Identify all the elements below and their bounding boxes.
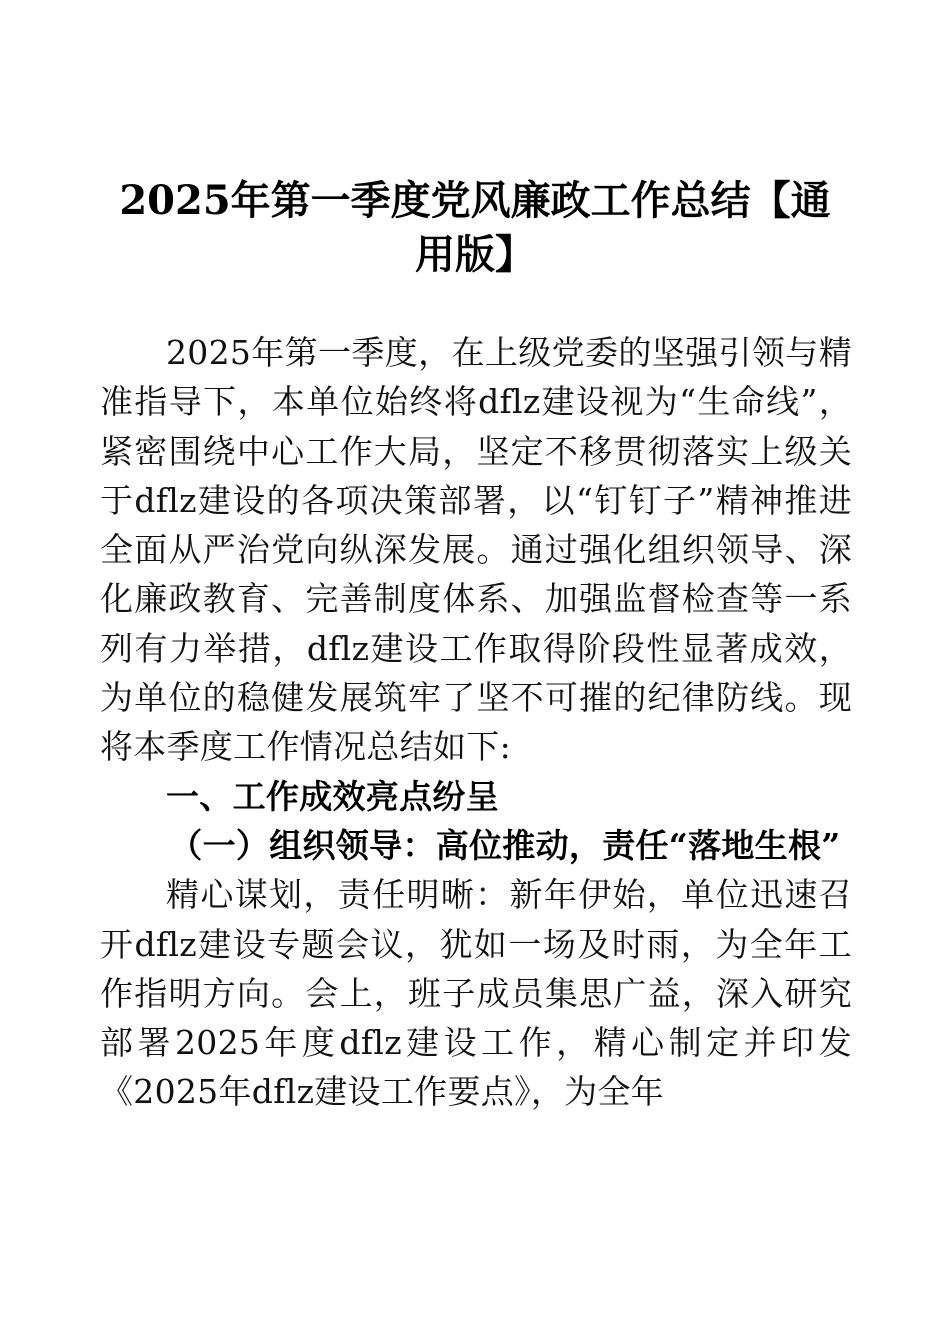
subsection-heading-1: （一）组织领导：高位推动，责任“落地生根” — [169, 825, 841, 865]
subsection-paragraph-1: 精心谋划，责任明晰：新年伊始，单位迅速召开dflz建设专题会议，犹如一场及时雨，为全年工作指明方向。会上，班子成员集思广益，深入研究部署2025年度dflz建设工作，精心制定并印发《2025年dflz建设工作要点》，为全年 — [100, 875, 852, 1112]
section-heading-1: 一、工作成效亮点纷呈 — [166, 776, 499, 816]
document-body — [100, 328, 852, 1117]
document-title: 2025年第一季度党风廉政工作总结【通用版】 — [119, 177, 831, 278]
intro-paragraph: 2025年第一季度，在上级党委的坚强引领与精准指导下，本单位始终将dflz建设视为“生命线”，紧密围绕中心工作大局，坚定不移贯彻落实上级关于dflz建设的各项决策部署，以“钉钉子”精神推进全面从严治党向纵深发展。通过强化组织领导、深化廉政教育、完善制度体系、加强监督检查等一系列有力举措，dflz建设工作取得阶段性显著成效，为单位的稳健发展筑牢了坚不可摧的纪律防线。现将本季度工作情况总结如下: — [100, 333, 852, 767]
